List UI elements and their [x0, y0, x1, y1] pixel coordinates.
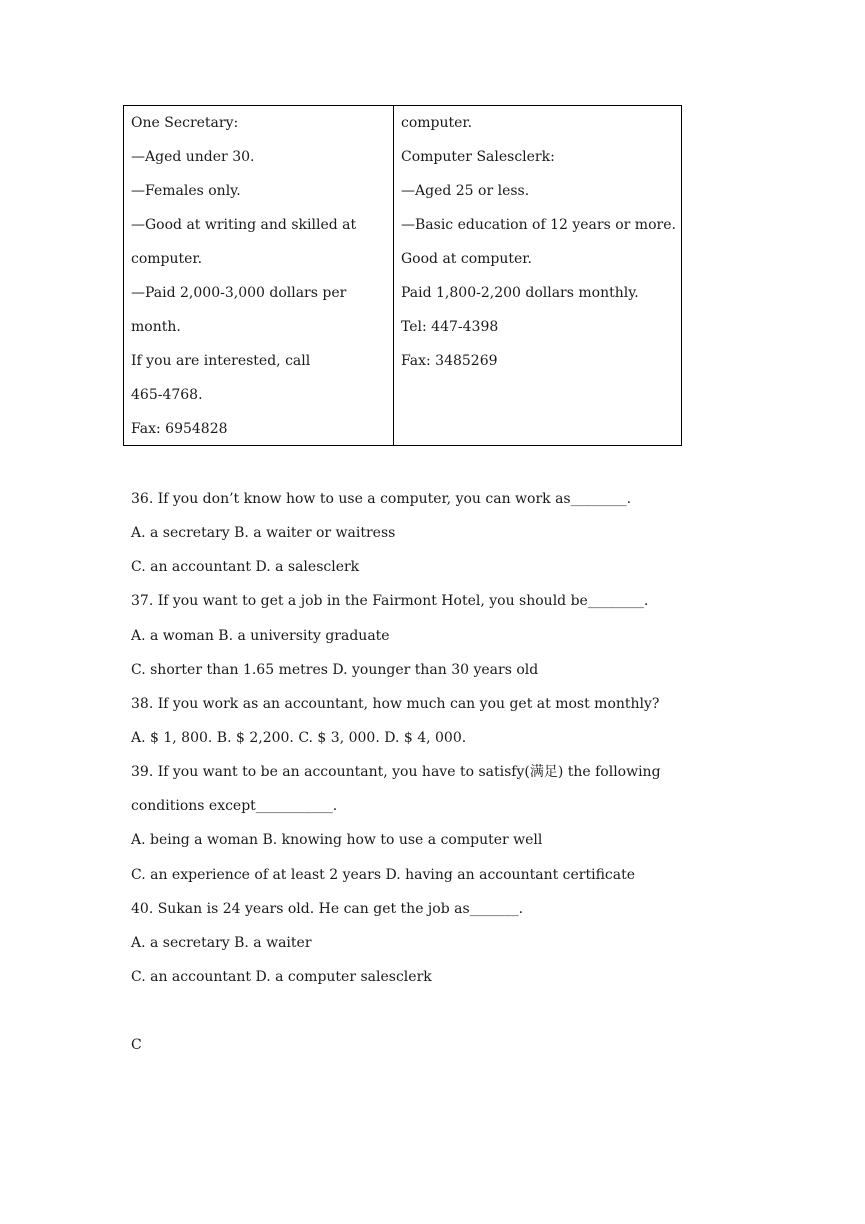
ad-line: computer. [401, 115, 473, 131]
ad-line: —Females only. [131, 183, 241, 199]
ad-line: 465-4768. [131, 387, 203, 403]
ad-line: Fax: 6954828 [131, 421, 228, 437]
ad-line: If you are interested, call [131, 353, 311, 369]
question-40-options-ab: A. a secretary B. a waiter [131, 934, 312, 951]
ad-line: —Basic education of 12 years or more. [401, 217, 676, 233]
question-40-options-cd: C. an accountant D. a computer salesclerk [131, 968, 432, 985]
ad-line: —Good at writing and skilled at [131, 217, 357, 233]
question-37-options-ab: A. a woman B. a university graduate [131, 627, 390, 644]
question-38-options: A. $ 1, 800. B. $ 2,200. C. $ 3, 000. D. $ 4, 000. [131, 729, 467, 746]
question-39-options-ab: A. being a woman B. knowing how to use a computer well [131, 832, 543, 849]
question-list [131, 488, 661, 1000]
ad-line: computer. [131, 251, 203, 267]
job-ads-table [123, 105, 682, 446]
ad-line: —Paid 2,000-3,000 dollars per [131, 285, 347, 301]
ad-line: Paid 1,800-2,200 dollars monthly. [401, 285, 639, 301]
question-40: 40. Sukan is 24 years old. He can get the job as_______. [131, 900, 524, 917]
ad-line: Tel: 447-4398 [401, 319, 499, 335]
ad-line: —Aged under 30. [131, 149, 255, 165]
ad-line: Good at computer. [401, 251, 532, 267]
ad-line: One Secretary: [131, 115, 239, 131]
question-37-options-cd: C. shorter than 1.65 metres D. younger than 30 years old [131, 661, 539, 678]
question-36-options-cd: C. an accountant D. a salesclerk [131, 559, 360, 576]
secretary-ad-cell [124, 106, 394, 445]
question-37: 37. If you want to get a job in the Fairmont Hotel, you should be________. [131, 593, 649, 610]
question-38: 38. If you work as an accountant, how much can you get at most monthly? [131, 695, 660, 712]
salesclerk-ad-cell [394, 106, 681, 445]
ad-line: month. [131, 319, 181, 335]
question-39-continued: conditions except___________. [131, 798, 338, 815]
section-marker: C [131, 1037, 142, 1053]
ad-line: Fax: 3485269 [401, 353, 498, 369]
ad-line: Computer Salesclerk: [401, 149, 555, 165]
ad-line: —Aged 25 or less. [401, 183, 530, 199]
question-39: 39. If you want to be an accountant, you have to satisfy(满足) the following [131, 764, 661, 781]
question-39-options-cd: C. an experience of at least 2 years D. having an accountant certificate [131, 866, 636, 883]
question-36-options-ab: A. a secretary B. a waiter or waitress [131, 525, 396, 542]
question-36: 36. If you don’t know how to use a computer, you can work as________. [131, 491, 632, 507]
